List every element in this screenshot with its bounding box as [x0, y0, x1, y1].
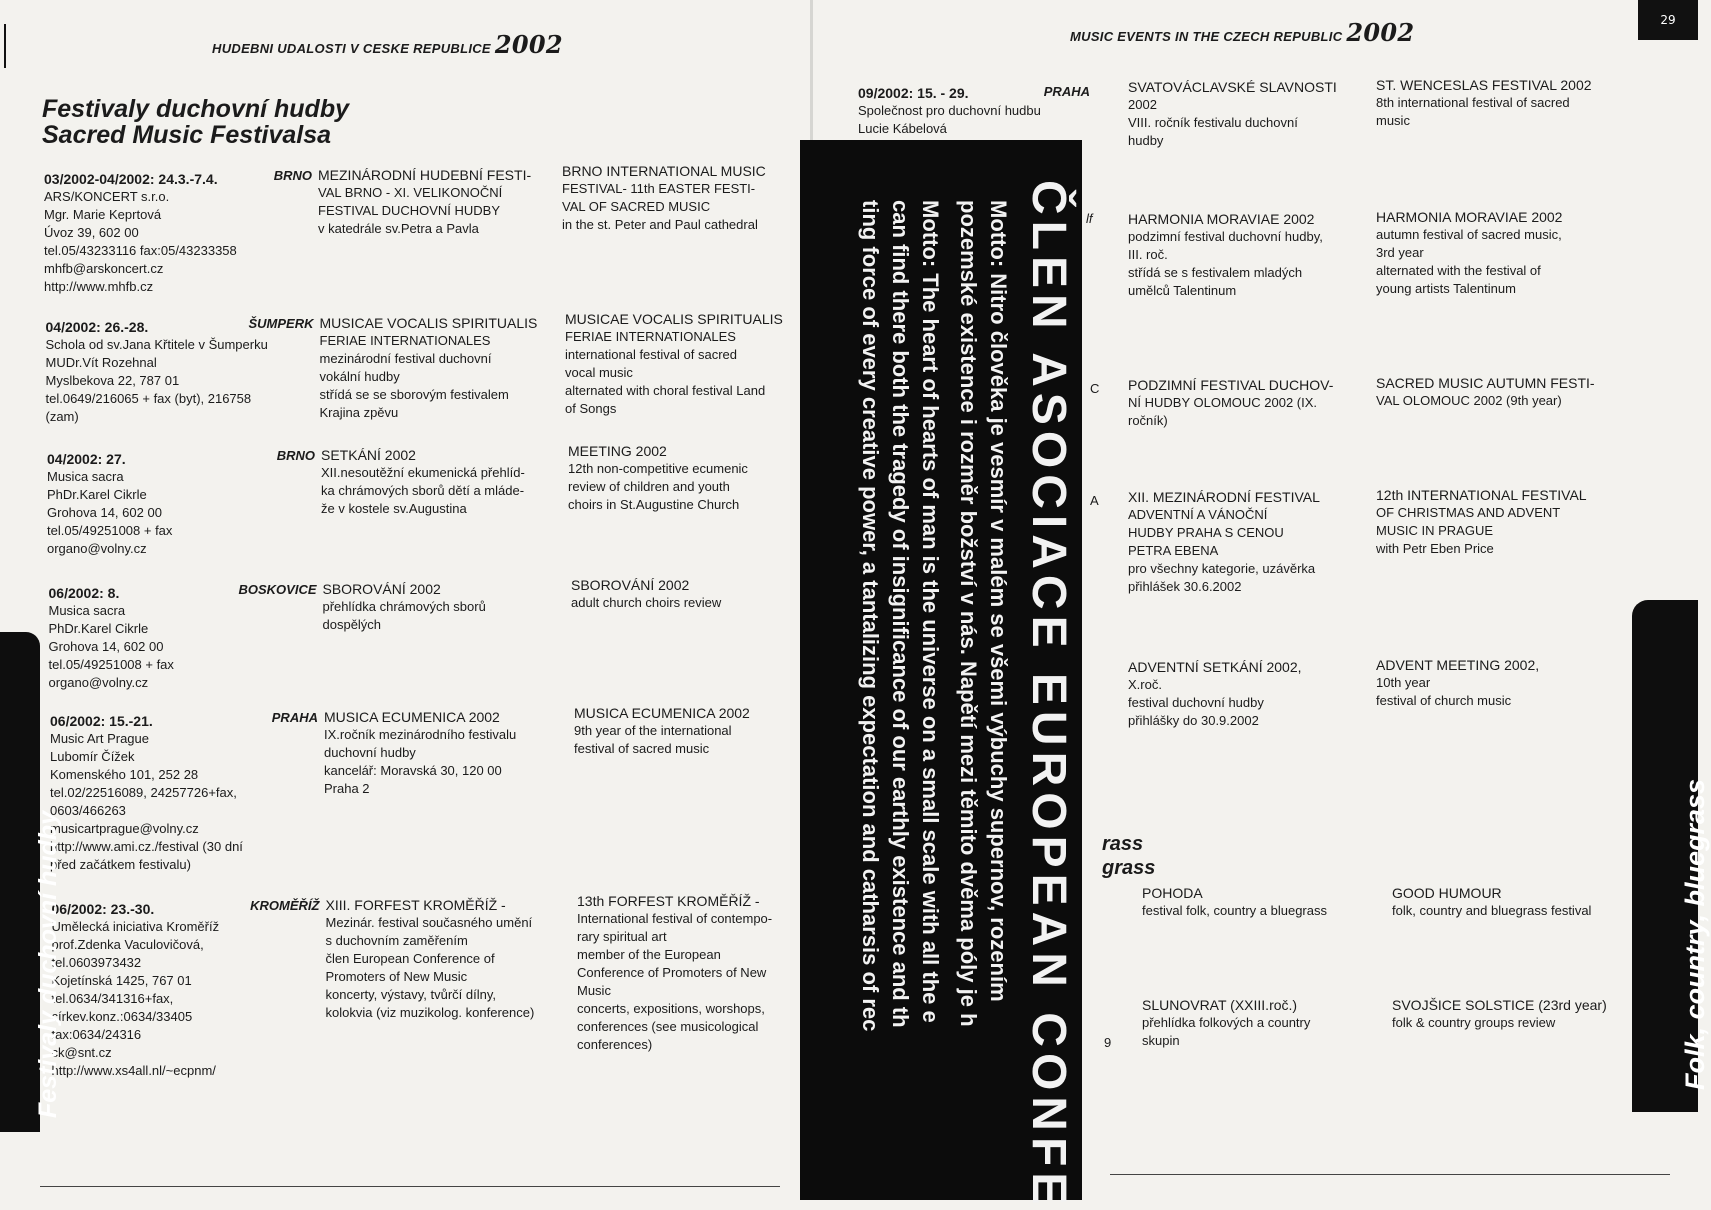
- entry-cz-line: ADVENTNÍ SETKÁNÍ 2002,: [1128, 659, 1302, 675]
- entry-city: BOSKOVICE: [238, 582, 317, 597]
- entry-en-line: MUSIC IN PRAGUE: [1376, 523, 1494, 538]
- entry-cz-line: X.roč.: [1128, 677, 1162, 692]
- entry-en-line: vocal music: [565, 365, 633, 380]
- entry-en-line: concerts, expositions, worshops,: [577, 1001, 765, 1016]
- entry-cz-line: HARMONIA MORAVIAE 2002: [1128, 211, 1315, 227]
- entry-en: [1376, 208, 1562, 298]
- org-line: PhDr.Karel Cikrle: [48, 621, 149, 636]
- entry-cz: [1128, 658, 1302, 730]
- entry-cz-line: hudby: [1128, 133, 1164, 148]
- entry-cz-line: přehlídka chrámových sborů: [322, 599, 486, 614]
- entry-en-line: review of children and youth: [568, 479, 730, 494]
- entry-cz-line: koncerty, výstavy, tvůrčí dílny,: [325, 987, 496, 1002]
- entry-en: [571, 576, 721, 612]
- org-line: http://www.mhfb.cz: [44, 279, 154, 294]
- entry-en: [1392, 884, 1591, 920]
- entry-city: BRNO: [276, 448, 315, 463]
- entry-city: PRAHA: [1043, 84, 1090, 99]
- entry-cz-line: festival folk, country a bluegrass: [1142, 903, 1327, 918]
- entry-en: [568, 442, 748, 514]
- org-line: ck@snt.cz: [51, 1045, 112, 1060]
- entry-cz-line: ADVENTNÍ A VÁNOČNÍ: [1128, 507, 1268, 522]
- bottom-rule-left: [40, 1186, 780, 1187]
- entry-cz-line: VIII. ročník festivalu duchovní: [1128, 115, 1298, 130]
- entry-cz-line: festival duchovní hudby: [1128, 695, 1264, 710]
- entry-cz-line: XII.nesoutěžní ekumenická přehlíd-: [321, 465, 525, 480]
- entry-cz-line: dospělých: [322, 617, 382, 632]
- entry-cz: [318, 166, 531, 238]
- entry-cz-line: III. roč.: [1128, 247, 1168, 262]
- entry-cz-line: střídá se s festivalem mladých: [1128, 265, 1303, 280]
- entry-cz: [321, 446, 525, 518]
- entry-city: PRAHA: [271, 710, 318, 725]
- org-line: Komenského 101, 252 28: [50, 767, 199, 782]
- entry-cz-line: Praha 2: [324, 781, 370, 796]
- entry-city: ŠUMPERK: [248, 316, 314, 331]
- overlay-motto-en-3: ting force of every creative power, a tantalizing expectation and catharsis of rec: [858, 200, 883, 1032]
- entry-cz-line: vokální hudby: [319, 369, 400, 384]
- entry-en-line: ST. WENCESLAS FESTIVAL 2002: [1376, 77, 1592, 93]
- tab-sacred-music[interactable]: [0, 632, 62, 1132]
- entry-en-line: MEETING 2002: [568, 443, 667, 459]
- entry-en-line: in the st. Peter and Paul cathedral: [562, 217, 758, 232]
- entry-cz-line: s duchovním zaměřením: [325, 933, 468, 948]
- entry-city: KROMĚŘÍŽ: [250, 898, 320, 913]
- page-number: 29: [1638, 0, 1698, 40]
- org-line: (zam): [45, 409, 79, 424]
- org-line: Společnost pro duchovní hudbu: [858, 103, 1041, 118]
- margin-fragment: C: [1090, 381, 1100, 396]
- org-line: tel.05/43233116 fax:05/43233358: [44, 243, 237, 258]
- entry-cz-line: HUDBY PRAHA S CENOU: [1128, 525, 1284, 540]
- entry-en-line: international festival of sacred: [565, 347, 737, 362]
- entry-en-line: autumn festival of sacred music,: [1376, 227, 1562, 242]
- entry-en-line: adult church choirs review: [571, 595, 722, 610]
- margin-mark: [4, 24, 6, 68]
- entry-cz-line: MUSICAE VOCALIS SPIRITUALIS: [319, 315, 538, 331]
- entry-cz: [1142, 996, 1310, 1050]
- entry-en-line: with Petr Eben Price: [1376, 541, 1494, 556]
- entry-cz-line: že v kostele sv.Augustina: [321, 501, 467, 516]
- entry-cz: [1128, 376, 1333, 430]
- entry-cz: [323, 580, 486, 634]
- entry-en-line: member of the European: [577, 947, 721, 962]
- entry-en-line: folk & country groups review: [1392, 1015, 1556, 1030]
- entry-cz: [320, 314, 538, 422]
- org-line: tel.0603973432: [51, 955, 142, 970]
- entry-cz-line: SBOROVÁNÍ 2002: [322, 581, 441, 597]
- org-line: Lucie Kábelová: [858, 121, 947, 136]
- entry-en-line: Conference of Promoters of New: [577, 965, 767, 980]
- org-line: církev.konz.:0634/33405: [51, 1009, 193, 1024]
- tab-sacred-music-label: Festivaly duchovní hudby: [34, 811, 62, 1118]
- entry-en: [1376, 486, 1587, 558]
- entry-en-line: SACRED MUSIC AUTUMN FESTI-: [1376, 375, 1595, 391]
- entry-cz-line: FERIAE INTERNATIONALES: [319, 333, 491, 348]
- entry-cz-line: střídá se se sborovým festivalem: [319, 387, 509, 402]
- tab-folk-country[interactable]: [1632, 600, 1710, 1112]
- folk-section-title-fragment: [1102, 832, 1155, 880]
- entry-en-line: alternated with the festival of: [1376, 263, 1541, 278]
- entry-cz-line: FESTIVAL DUCHOVNÍ HUDBY: [318, 203, 501, 218]
- org-line: mhfb@arskoncert.cz: [44, 261, 164, 276]
- entry-en-line: SVOJŠICE SOLSTICE (23rd year): [1392, 997, 1607, 1013]
- tab-folk-country-label: Folk, country, bluegrass: [1680, 778, 1710, 1090]
- entry-cz-line: XIII. FORFEST KROMĚŘÍŽ -: [325, 897, 506, 913]
- org-line: 0603/466263: [50, 803, 126, 818]
- entry-date: 03/2002-04/2002: 24.3.-7.4.: [44, 171, 218, 187]
- entry-en-line: 13th FORFEST KROMĚŘÍŽ -: [577, 893, 760, 909]
- entry-en-line: folk, country and bluegrass festival: [1392, 903, 1592, 918]
- entry-org: [52, 900, 220, 1080]
- entry-cz-line: NÍ HUDBY OLOMOUC 2002 (IX.: [1128, 395, 1318, 410]
- org-line: tel.0649/216065 + fax (byt), 216758: [45, 391, 252, 406]
- entry-cz-line: člen European Conference of: [325, 951, 495, 966]
- org-line: Schola od sv.Jana Křtitele v Šumperku: [45, 337, 268, 352]
- entry-en-line: VAL OLOMOUC 2002 (9th year): [1376, 393, 1562, 408]
- entry-en-line: HARMONIA MORAVIAE 2002: [1376, 209, 1563, 225]
- org-line: prof.Zdenka Vaculovičová,: [51, 937, 204, 952]
- entry-cz-line: podzimní festival duchovní hudby,: [1128, 229, 1323, 244]
- org-line: tel.05/49251008 + fax: [47, 523, 173, 538]
- entry-en: [562, 162, 766, 234]
- entry-org: [46, 318, 268, 426]
- org-line: fax:0634/24316: [51, 1027, 142, 1042]
- entry-cz-line: ka chrámových sborů dětí a mláde-: [321, 483, 525, 498]
- entry-cz-line: kolokvia (viz muzikolog. konference): [325, 1005, 535, 1020]
- org-line: Úvoz 39, 602 00: [44, 225, 139, 240]
- entry-en: [1376, 656, 1539, 710]
- org-line: Musica sacra: [47, 469, 124, 484]
- org-line: http://www.ami.cz./festival (30 dní: [50, 839, 243, 854]
- header-right: [1070, 18, 1414, 47]
- entry-en-line: OF CHRISTMAS AND ADVENT: [1376, 505, 1561, 520]
- org-line: tel.0634/341316+fax,: [51, 991, 174, 1006]
- entry-city: BRNO: [273, 168, 312, 183]
- entry-cz-line: POHODA: [1142, 885, 1203, 901]
- entry-en-line: International festival of contempo-: [577, 911, 773, 926]
- entry-cz-line: SVATOVÁCLAVSKÉ SLAVNOSTI: [1128, 79, 1337, 95]
- entry-cz-line: přehlídka folkových a country: [1142, 1015, 1311, 1030]
- entry-cz-line: ročník): [1128, 413, 1168, 428]
- section-title-en: Sacred Music Festivalsa: [42, 121, 332, 149]
- header-right-text: MUSIC EVENTS IN THE CZECH REPUBLIC: [1070, 29, 1343, 44]
- entry-org: [44, 170, 237, 296]
- asociace-overlay-panel: [800, 140, 1082, 1210]
- entry-cz: [326, 896, 535, 1022]
- entry-en: [577, 892, 772, 1054]
- overlay-motto-cz-2: pozemské existence i rozměr božství v nás. Napětí mezi těmito dvěma póly je h: [956, 200, 981, 1027]
- org-line: Myslbekova 22, 787 01: [45, 373, 180, 388]
- org-line: organo@volny.cz: [47, 541, 147, 556]
- overlay-motto-en-2: can find there both the tragedy of insignificance of our earthly existence and th: [888, 200, 913, 1028]
- entry-cz-line: přihlášek 30.6.2002: [1128, 579, 1242, 594]
- entry-cz-line: skupin: [1142, 1033, 1180, 1048]
- entry-cz-line: pro všechny kategorie, uzávěrka: [1128, 561, 1316, 576]
- entry-cz-line: v katedrále sv.Petra a Pavla: [318, 221, 479, 236]
- entry-en-line: young artists Talentinum: [1376, 281, 1516, 296]
- entry-cz-line: SLUNOVRAT (XXIII.roč.): [1142, 997, 1298, 1013]
- entry-cz: [1128, 210, 1323, 300]
- entry-cz-line: Mezinár. festival současného umění: [325, 915, 533, 930]
- org-line: ARS/KONCERT s.r.o.: [44, 189, 170, 204]
- entry-org: [49, 584, 174, 692]
- entry-cz-line: Promoters of New Music: [325, 969, 468, 984]
- entry-en: [1376, 76, 1592, 130]
- overlay-motto-cz-1: Motto: Nitro člověka je vesmír v malém se všemi výbuchy supernov, rozením: [986, 200, 1011, 1002]
- entry-cz: [1142, 884, 1327, 920]
- section-title: [42, 96, 349, 148]
- entry-en-line: 8th international festival of sacred: [1376, 95, 1570, 110]
- entry-en-line: VAL OF SACRED MUSIC: [562, 199, 711, 214]
- org-line: musicartprague@volny.cz: [50, 821, 199, 836]
- margin-fragment: lf: [1086, 211, 1093, 226]
- entry-en: [574, 704, 750, 758]
- entry-en-line: music: [1376, 113, 1410, 128]
- entry-en: [1392, 996, 1607, 1032]
- margin-fragment: A: [1090, 493, 1099, 508]
- org-line: před začátkem festivalu): [50, 857, 191, 872]
- entry-en-line: 12th INTERNATIONAL FESTIVAL: [1376, 487, 1587, 503]
- entry-cz-line: MEZINÁRODNÍ HUDEBNÍ FESTI-: [318, 167, 532, 183]
- entry-cz-line: Krajina zpěvu: [319, 405, 399, 420]
- entry-en-line: FERIAE INTERNATIONALES: [565, 329, 736, 344]
- entry-en: [1376, 374, 1595, 410]
- overlay-motto-en-1: Motto: The heart of hearts of man is the universe on a small scale with all the e: [918, 200, 943, 1023]
- entry-cz-line: IX.ročník mezinárodního festivalu: [324, 727, 517, 742]
- entry-date: 06/2002: 23.-30.: [51, 901, 155, 917]
- org-line: MUDr.Vít Rozehnal: [45, 355, 157, 370]
- entry-en-line: SBOROVÁNÍ 2002: [571, 577, 690, 593]
- overlay-rotated-text: [800, 140, 1082, 1210]
- year-logo-right: 2002: [1346, 18, 1415, 47]
- entry-date: 06/2002: 15.-21.: [50, 713, 153, 729]
- org-line: Grohova 14, 602 00: [48, 639, 164, 654]
- entry-en-line: festival of church music: [1376, 693, 1512, 708]
- entry-cz-line: PETRA EBENA: [1128, 543, 1219, 558]
- entry-en-line: MUSICAE VOCALIS SPIRITUALIS: [565, 311, 783, 327]
- entry-en-line: 9th year of the international: [574, 723, 732, 738]
- entry-en-line: GOOD HUMOUR: [1392, 885, 1502, 901]
- entry-cz-line: 2002: [1128, 97, 1157, 112]
- header-left-text: HUDEBNI UDALOSTI V CESKE REPUBLICE: [212, 41, 491, 56]
- entry-date: 09/2002: 15. - 29.: [858, 85, 969, 101]
- overlay-title: ČLEN ASOCIACE EUROPEAN CONFE: [1022, 180, 1075, 1210]
- entry-cz-line: umělců Talentinum: [1128, 283, 1237, 298]
- org-line: Umělecká iniciativa Kroměříž: [51, 919, 220, 934]
- entry-en-line: BRNO INTERNATIONAL MUSIC: [562, 163, 766, 179]
- entry-cz: [1128, 78, 1337, 150]
- org-line: Grohova 14, 602 00: [47, 505, 162, 520]
- entry-en-line: Music: [577, 983, 611, 998]
- entry-cz-line: VAL BRNO - XI. VELIKONOČNÍ: [318, 185, 503, 200]
- entry-en-line: festival of sacred music: [574, 741, 710, 756]
- year-logo-left: 2002: [494, 30, 563, 59]
- margin-fragment: 9: [1104, 1035, 1112, 1050]
- entry-cz-line: duchovní hudby: [324, 745, 416, 760]
- entry-en-line: MUSICA ECUMENICA 2002: [574, 705, 750, 721]
- entry-en-line: 10th year: [1376, 675, 1431, 690]
- org-line: http://www.xs4all.nl/~ecpnm/: [51, 1063, 216, 1078]
- entry-cz-line: kancelář: Moravská 30, 120 00: [324, 763, 502, 778]
- entry-cz: [1128, 488, 1320, 596]
- bottom-rule-right: [1110, 1174, 1670, 1175]
- folk-fragment-1: rass: [1102, 833, 1144, 855]
- entry-en-line: ADVENT MEETING 2002,: [1376, 657, 1540, 673]
- entry-date: 04/2002: 27.: [47, 451, 126, 467]
- entry-en-line: choirs in St.Augustine Church: [568, 497, 740, 512]
- entry-en-line: 3rd year: [1376, 245, 1424, 260]
- org-line: Music Art Prague: [50, 731, 149, 746]
- org-line: tel.02/22516089, 24257726+fax,: [50, 785, 237, 800]
- entry-org: [47, 450, 172, 558]
- entry-en-line: alternated with choral festival Land: [565, 383, 766, 398]
- section-title-cz: Festivaly duchovní hudby: [42, 95, 349, 123]
- org-line: Kojetínská 1425, 767 01: [51, 973, 192, 988]
- org-line: PhDr.Karel Cikrle: [47, 487, 147, 502]
- entry-cz-line: PODZIMNÍ FESTIVAL DUCHOV-: [1128, 377, 1334, 393]
- entry-en-line: conferences (see musicological: [577, 1019, 759, 1034]
- entry-cz-line: MUSICA ECUMENICA 2002: [324, 709, 500, 725]
- org-line: Mgr. Marie Keprtová: [44, 207, 162, 222]
- header-left: [212, 30, 563, 59]
- entry-en-line: conferences): [577, 1037, 653, 1052]
- entry-cz-line: XII. MEZINÁRODNÍ FESTIVAL: [1128, 489, 1320, 505]
- folk-fragment-2: grass: [1102, 857, 1156, 879]
- org-line: organo@volny.cz: [48, 675, 149, 690]
- entry-cz: [324, 708, 516, 798]
- entry-cz-line: mezinárodní festival duchovní: [319, 351, 492, 366]
- entry-date: 04/2002: 26.-28.: [45, 319, 149, 335]
- entry-en-line: 12th non-competitive ecumenic: [568, 461, 748, 476]
- org-line: tel.05/49251008 + fax: [48, 657, 174, 672]
- entry-en-line: rary spiritual art: [577, 929, 667, 944]
- org-line: Lubomír Čížek: [50, 749, 135, 764]
- entry-en-line: of Songs: [565, 401, 617, 416]
- entry-en: [565, 310, 783, 418]
- entry-cz-line: přihlášky do 30.9.2002: [1128, 713, 1259, 728]
- entry-en-line: FESTIVAL- 11th EASTER FESTI-: [562, 181, 756, 196]
- entry-org: [50, 712, 243, 874]
- entry-date: 06/2002: 8.: [48, 585, 120, 601]
- org-line: Musica sacra: [48, 603, 126, 618]
- entry-cz-line: SETKÁNÍ 2002: [321, 447, 416, 463]
